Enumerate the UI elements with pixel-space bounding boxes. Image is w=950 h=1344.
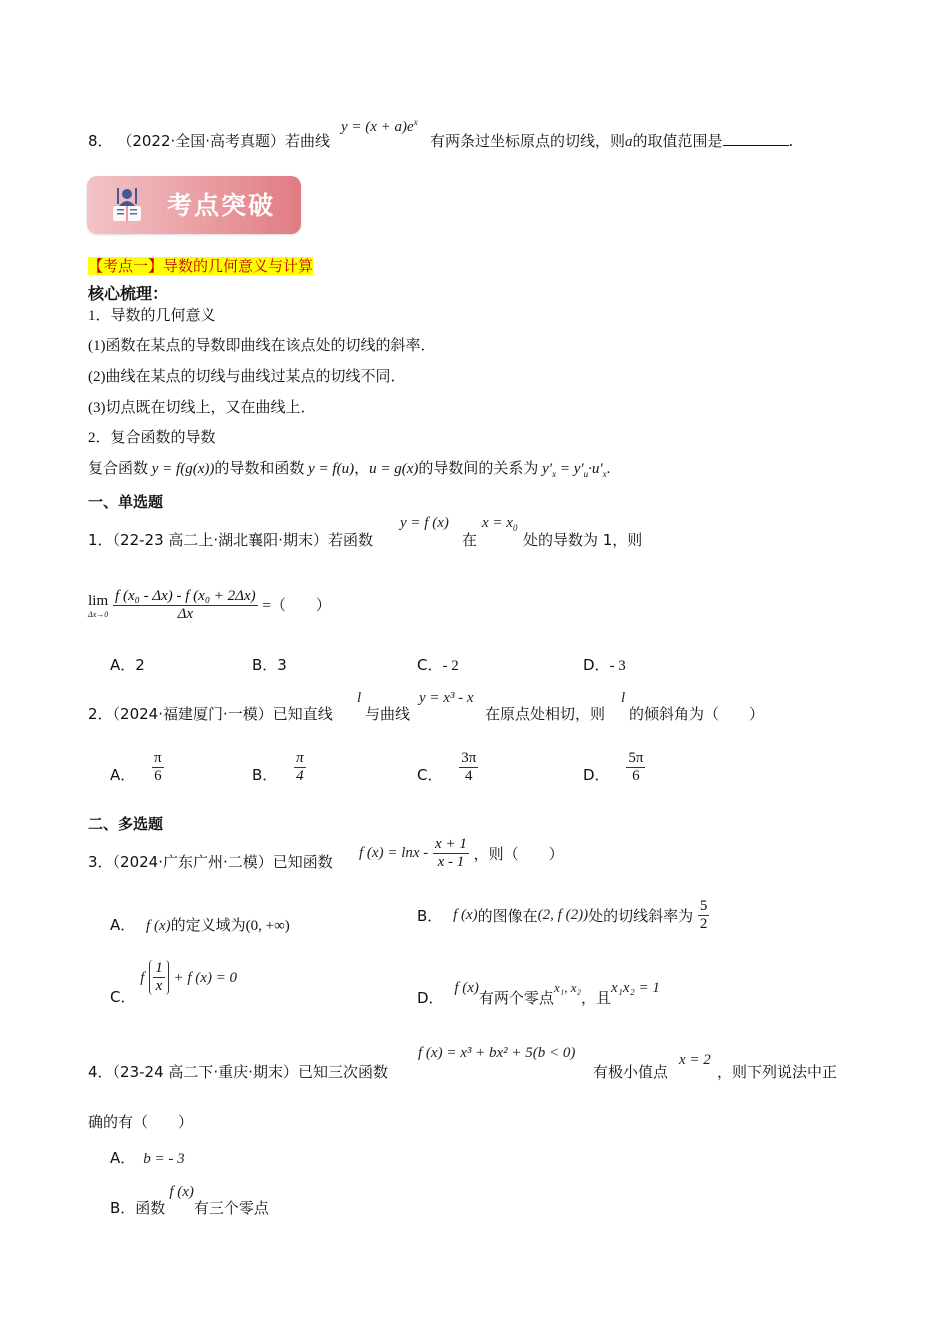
limit-operator: lim Δx→0 [88,592,109,619]
q4-function: f (x) = x³ + bx² + 5(b < 0) [418,1045,576,1061]
q2-text-mid2: 在原点处相切，则 [485,705,606,723]
core-line-5: 2．复合函数的导数 [88,430,216,446]
core-line-2: (1)函数在某点的导数即曲线在该点处的切线的斜率． [88,338,436,354]
q2-option-d[interactable]: D． $\frac{5\pi}{6}$ [583,750,644,784]
question-8 [88,130,330,151]
q1-option-b[interactable]: B．3 [252,656,287,674]
question-3: 3．（2024·广东广州·二模）已知函数 [88,853,333,871]
limit-fraction: $\frac{\text{f (x₀ - Δx) - f (x₀ + 2Δx)}}{\Delta x}$ [115,588,256,622]
q8-text: 有两条过坐标原点的切线，则a的取值范围是 . [430,132,794,150]
q4-point: x = 2 [679,1052,711,1068]
question-2: 2．（2024·福建厦门·一模）已知直线 [88,705,333,723]
core-title: 核心梳理： [88,284,169,303]
option-fraction: $\frac{\pi}{6}$ [154,750,162,784]
q1-text-at: 在 [462,531,478,549]
question-source: （2022·全国·高考真题）若曲线 [117,132,331,150]
q3-function: f (x) = lnx - $\frac{x + 1}{x - 1}$ ，则（ ） [359,836,564,870]
question-4: 4．（23-24 高二下·重庆·期末）已知三次函数 [88,1063,388,1081]
core-line-3: (2)曲线在某点的切线与曲线过某点的切线不同． [88,369,406,385]
q8-curve-formula: $y = (x + a)e^x$ [341,117,418,135]
option-fraction: $\frac{\pi}{4}$ [296,750,304,784]
paren-group: $\frac{1}{x}$ [149,960,169,995]
option-fraction: $\frac{3\pi}{4}$ [461,750,477,784]
q4-text-line2: 确的有（ ） [88,1113,194,1131]
q1-option-d[interactable]: D．- 3 [583,656,626,674]
q1-point: $x = x_0$ [482,515,518,533]
book-person-icon [109,184,145,224]
topic-heading: 【考点一】导数的几何意义与计算 [88,257,314,275]
q2-text-mid: 与曲线 [365,705,411,723]
part-one-title: 一、单选题 [88,493,164,511]
q4-text-end: ，则下列说法中正 [717,1063,838,1081]
q3-option-d[interactable]: D． f (x)有两个零点x₁, x₂，且x₁x₂ = 1 [417,980,660,1007]
q3-option-a[interactable]: A． f (x)的定义域为(0, +∞) [110,916,290,934]
q4-text-mid: 有极小值点 [593,1063,669,1081]
q4-option-b[interactable]: B．函数f (x)有三个零点 [110,1184,269,1217]
q2-option-a[interactable]: A． $\frac{\pi}{6}$ [110,750,162,784]
core-line-1: 1．导数的几何意义 [88,308,216,324]
banner-title: 考点突破 [167,191,276,220]
q2-line-l: l [357,690,362,706]
question-1: 1．（22-23 高二上·湖北襄阳·期末）若函数 [88,531,373,549]
part-two-title: 二、多选题 [88,815,164,833]
question-number: 8． [88,132,113,150]
composite-derivative-rule: 复合函数 y = f(g(x))的导数和函数 y = f(u)，u = g(x)的导数间的关系为 $y'_x = y'_u\cdot u'_x$. [88,461,611,479]
core-line-4: (3)切点既在切线上，又在曲线上． [88,400,316,416]
section-banner [87,176,301,234]
q2-option-b[interactable]: B． $\frac{\pi}{4}$ [252,750,304,784]
answer-blank[interactable] [723,131,789,146]
q2-curve: y = x³ - x [419,690,474,706]
slope-fraction: $\frac{5}{2}$ [699,898,708,932]
q1-function: y = f (x) [400,515,449,531]
q3-option-c[interactable]: C． f $\frac{1}{x}$ + f (x) = 0 [110,960,238,1006]
q1-option-c[interactable]: C．- 2 [417,656,459,674]
option-fraction: $\frac{5\pi}{6}$ [628,750,644,784]
q1-text-end: 处的导数为 1，则 [523,531,643,549]
q3-fraction: $\frac{x + 1}{x - 1}$ [435,836,467,870]
q2-line-l-2: l [621,690,626,706]
q1-limit-expression: lim Δx→0 $\frac{\text{f (x₀ - Δx) - f (x₀ + 2Δx)}}{\Delta x}$ =（ ） [88,588,331,622]
q3-option-b[interactable]: B． f (x)的图像在(2, f (2))处的切线斜率为 $\frac{5}{2}$ [417,898,708,932]
q4-option-a[interactable]: A． b = - 3 [110,1149,185,1167]
q2-option-c[interactable]: C． $\frac{3\pi}{4}$ [417,750,477,784]
q1-option-a[interactable]: A．2 [110,656,145,674]
q2-text-end: 的倾斜角为（ ） [629,705,765,723]
